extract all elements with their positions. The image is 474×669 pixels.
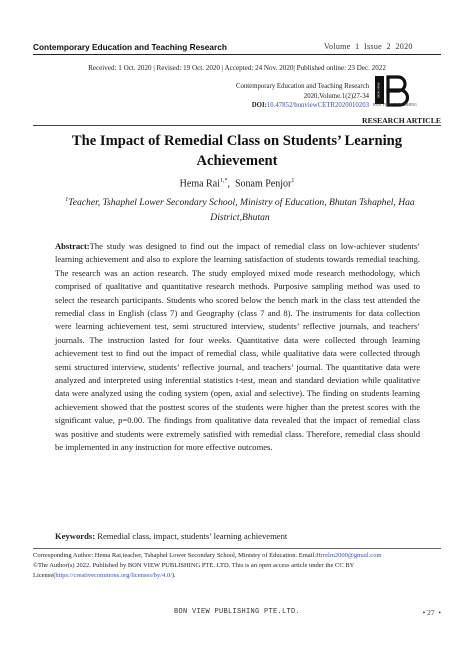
affiliation-sup: 1	[65, 197, 69, 203]
corresponding-text: Corresponding Author: Hema Rai,teacher, Tshaphel Lower Secondary School, Ministry of Education. Email:	[33, 552, 317, 559]
affiliation-text: Teacher, Tshaphel Lower Secondary School, Ministry of Education, Bhutan Tshaphel, Haa District,Bhutan	[68, 197, 415, 224]
author-sup: 1,*	[219, 178, 228, 184]
footnotes	[33, 551, 441, 582]
title-rule	[33, 125, 441, 126]
license-close: ).	[171, 572, 176, 580]
keywords-label: Keywords:	[55, 531, 96, 541]
journal-name: Contemporary Education and Teaching Research	[33, 42, 227, 52]
journal-meta	[236, 82, 369, 111]
svg-text:BON VIEW: BON VIEW	[376, 82, 381, 98]
authors	[0, 178, 474, 189]
keywords-text: Remedial class, impact, students’ learning achievement	[95, 531, 288, 541]
abstract-text: The study was designed to find out the impact of remedial class on low-achiever students’ learning achievement and also to explore the learning satisfaction of students towards remedial teaching. The research was an action research. The study employed mixed mode research methodology, which comprised of qualitative and quantitative research methods. Purposive sampling method was used to select the research participants. Students who scored below the bench mark in the class test attended the remedial class in English (class 7) and Geography (class 7 and 8). The instruments for data collection were learning achievement test, semi structured interview, students’ reflective journals, and teachers’ journals. The instruction lasted for four weeks. Quantitative data were collected through learning achievement test to find out the impact of remedial class, while qualitative data were collected through semi structured interview, students’ reflective journal, and teachers’ journal. The quantitative data were analyzed and interpreted using inferential statistics t-test, mean and standard deviation while qualitative data were analyzed using the coding system (open, axial and selective). The finding on students learning achievement showed that the posttest scores of the students were higher than the pretest scores with the significant value, p=0.00. The findings from qualitative data revealed that the impact of remedial class was positive and students were extremely satisfied with remedial class. Therefore, remedial class should be implemented in any instruction for more effective outcomes.	[55, 241, 420, 453]
page-number: • 27 •	[422, 608, 441, 617]
footnote-rule	[33, 548, 441, 549]
keywords	[55, 531, 420, 541]
logo-caption: BON VIEW PUBLISHING	[373, 103, 417, 107]
meta-journal-line: Contemporary Education and Teaching Research	[235, 83, 369, 90]
header-rule	[33, 54, 441, 55]
copyright-text: ©The Author(s) 2022. Published by BON VIEW PUBLISHING PTE. LTD. This is an open access article under the CC BY License(	[33, 562, 355, 580]
email-link[interactable]: Hrrelm2000@gmail.com	[316, 552, 382, 559]
doi-label: DOI:	[251, 102, 267, 109]
doi-link[interactable]: 10.47852/bonviewCETR2020010203	[266, 102, 369, 109]
author-sup: 1	[291, 178, 295, 184]
license-link[interactable]: https://creativecommons.org/licenses/by/4.0/	[55, 572, 172, 580]
doi[interactable]	[236, 101, 369, 111]
paper-title: The Impact of Remedial Class on Students’ Learning Achievement	[71, 133, 403, 169]
abstract-label: Abstract:	[55, 241, 90, 251]
author-name: Hema Rai	[179, 178, 220, 190]
author-separator: ,	[227, 178, 235, 190]
article-type: RESEARCH ARTICLE	[362, 116, 441, 125]
meta-volume-line: 2020,Volume.1(2)27-34	[303, 92, 369, 100]
author-name: Sonam Penjor	[234, 178, 292, 190]
corresponding-author	[33, 551, 441, 561]
volume-issue: Volume 1 Issue 2 2020	[324, 42, 413, 51]
abstract	[55, 240, 420, 455]
article-dates: Received: 1 Oct. 2020 | Revised: 19 Oct. 2020 | Accepted: 24 Nov. 2020| Published online: 23 Dec. 2022	[88, 64, 386, 72]
affiliation	[55, 193, 425, 225]
copyright-notice	[33, 561, 441, 581]
publisher-footer: BON VIEW PUBLISHING PTE.LTD.	[173, 608, 301, 616]
